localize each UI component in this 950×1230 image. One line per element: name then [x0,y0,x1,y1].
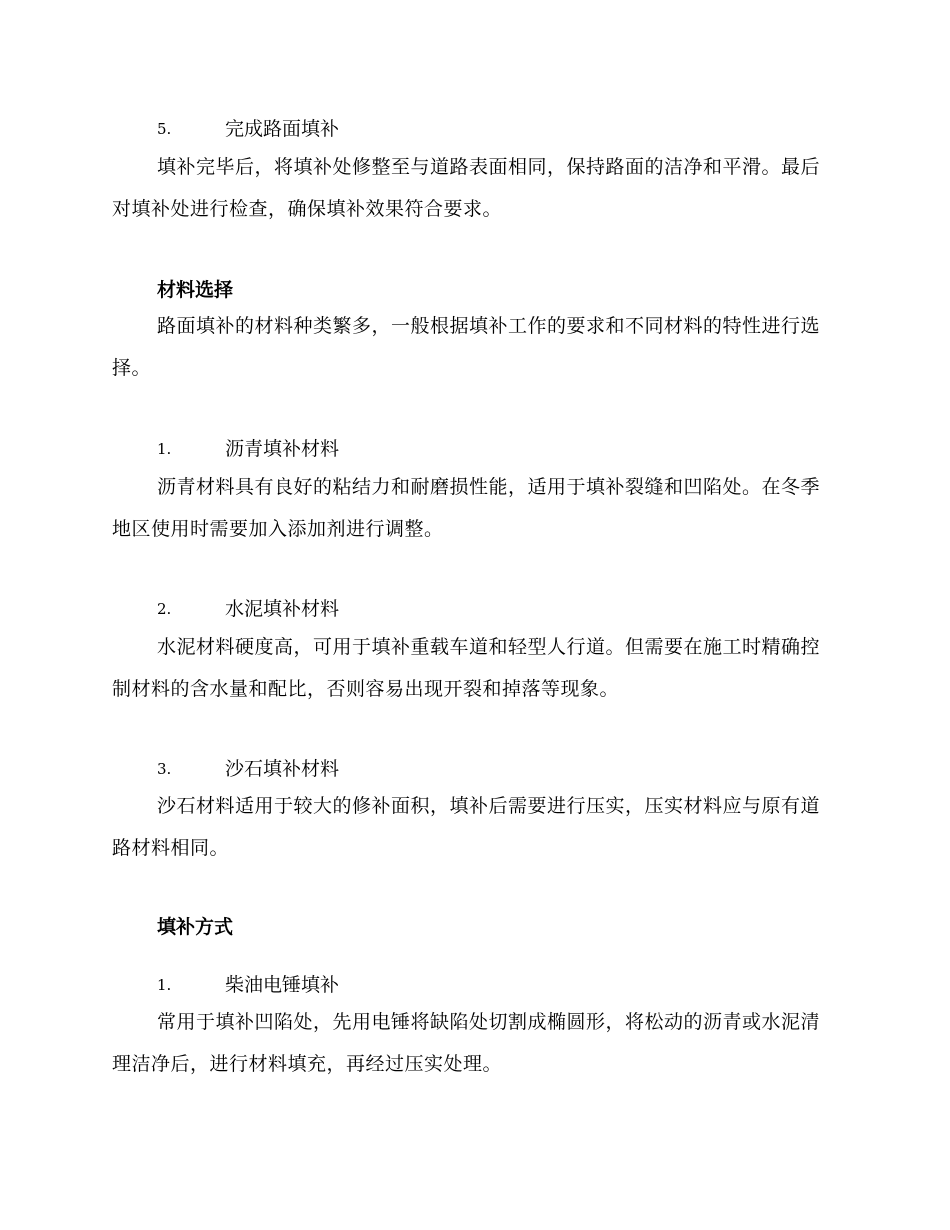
paragraph: 填补完毕后，将填补处修整至与道路表面相同，保持路面的洁净和平滑。最后对填补处进行检查，确保填补效果符合要求。 [112,156,821,220]
paragraph: 常用于填补凹陷处，先用电锤将缺陷处切割成椭圆形，将松动的沥青或水泥清理洁净后，进行材料填充，再经过压实处理。 [112,1011,821,1075]
list-number: 5. [157,120,172,138]
list-number: 3. [157,760,172,778]
paragraph: 沥青材料具有良好的粘结力和耐磨损性能，适用于填补裂缝和凹陷处。在冬季地区使用时需要加入添加剂进行调整。 [112,476,821,540]
list-item-title: 沥青填补材料 [225,438,340,460]
paragraph: 路面填补的材料种类繁多，一般根据填补工作的要求和不同材料的特性进行选择。 [112,315,821,379]
list-item-title: 沙石填补材料 [225,758,340,780]
section-heading-methods: 填补方式 [157,916,234,938]
list-number: 1. [157,440,172,458]
list-number: 1. [157,976,172,994]
list-item-title: 柴油电锤填补 [225,974,340,996]
list-item-title: 水泥填补材料 [225,598,340,620]
paragraph: 沙石材料适用于较大的修补面积，填补后需要进行压实，压实材料应与原有道路材料相同。 [112,795,821,859]
list-item-title: 完成路面填补 [225,118,340,140]
section-heading-materials: 材料选择 [157,279,234,301]
paragraph: 水泥材料硬度高，可用于填补重载车道和轻型人行道。但需要在施工时精确控制材料的含水量和配比，否则容易出现开裂和掉落等现象。 [112,636,821,700]
list-number: 2. [157,600,172,618]
